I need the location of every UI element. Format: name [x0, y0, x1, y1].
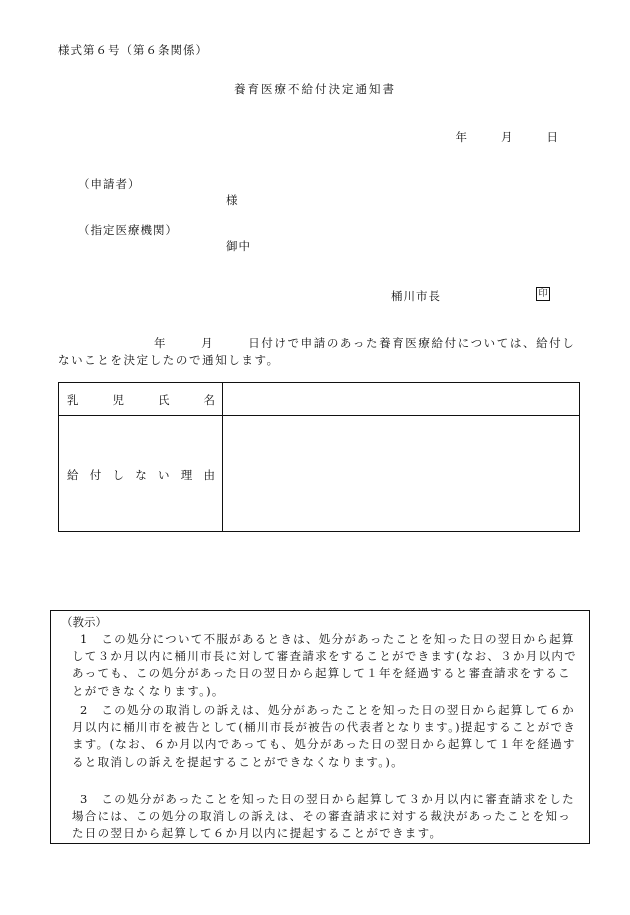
label-char: 名: [203, 393, 215, 407]
date-year: 年: [455, 130, 467, 144]
applicant-honorific: 様: [226, 193, 239, 207]
applicant-label: （申請者）: [78, 177, 141, 191]
issuer-name: 桶川市長: [391, 289, 441, 303]
reason-label: [67, 467, 215, 483]
facility-honorific: 御中: [226, 239, 251, 253]
body-text: 日付けで申請のあった養育医療給付については、給付しないことを決定したので通知します。: [58, 336, 576, 367]
label-char: 由: [203, 468, 215, 482]
label-char: し: [112, 468, 124, 482]
body-year: 年: [154, 336, 168, 350]
date-month: 月: [501, 130, 513, 144]
table-row-reason: [59, 416, 579, 531]
label-char: 氏: [158, 393, 170, 407]
child-name-label: [67, 392, 215, 408]
label-char: 乳: [67, 393, 79, 407]
seal-icon: 印: [536, 287, 550, 301]
label-char: 給: [67, 468, 79, 482]
table-row-child-name: [59, 383, 579, 416]
body-month: 月: [201, 336, 215, 350]
label-char: 児: [112, 393, 124, 407]
label-char: 理: [180, 468, 193, 482]
notice-body: [58, 335, 583, 369]
label-char: 付: [89, 468, 102, 482]
date-line: [456, 129, 559, 145]
notice-item: 3 この処分があったことを知った日の翌日から起算して３か月以内に審査請求をした場合には、この処分の取消しの訴えは、その審査請求に対する裁決があったことを知った日の翌日から起算して６か月以内に提起することができます。: [72, 792, 575, 841]
date-day: 日: [546, 130, 558, 144]
notice-title: （教示）: [61, 615, 107, 629]
label-char: い: [158, 468, 170, 482]
table-divider: [222, 383, 223, 531]
label-char: な: [135, 468, 147, 482]
facility-label: （指定医療機関）: [78, 223, 178, 237]
notice-box: [50, 610, 590, 844]
page-title: 養育医療不給付決定通知書: [234, 82, 396, 96]
notice-item: 2 この処分の取消しの訴えは、処分があったことを知った日の翌日から起算して６か月以内に桶川市を被告として(桶川市長が被告の代表者となります。)提起することができます。(なお、６か月以内であっても、処分があった日の翌日から起算して１年を経過すると取消しの訴えを提起することができなくなります。)。: [72, 703, 577, 769]
notice-item: 1 この処分について不服があるときは、処分があったことを知った日の翌日から起算して３か月以内に桶川市長に対して審査請求をすることができます(なお、３か月以内であっても、この処分があった日の翌日から起算して１年を経過すると審査請求をすることができなくなります。)。: [72, 632, 577, 698]
form-number: 様式第６号（第６条関係）: [58, 43, 208, 57]
info-table: [58, 382, 580, 532]
